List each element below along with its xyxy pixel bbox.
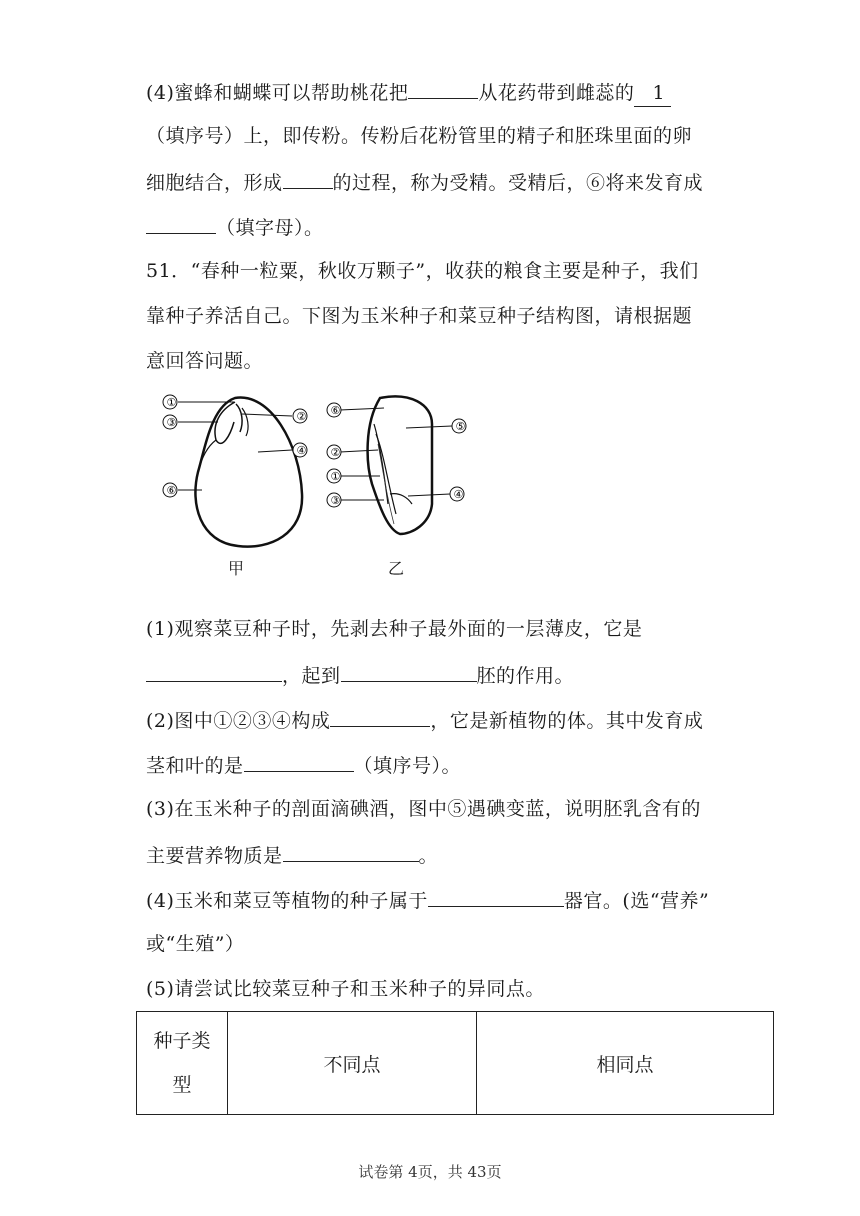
bean-marker-3: [163, 415, 177, 429]
header-similarities: 相同点: [477, 1012, 774, 1115]
svg-text:⑤: ⑤: [455, 420, 466, 433]
figure-label-jia: 甲: [228, 559, 245, 578]
bean-seed-outline: [195, 398, 302, 547]
corn-seed-diagram: [327, 396, 466, 534]
svg-text:②: ②: [296, 410, 307, 423]
corn-marker-3: [327, 493, 341, 507]
bean-seed-diagram: [163, 395, 307, 547]
q4-line2: （填序号）上，即传粉。传粉后花粉管里的精子和胚珠里面的卵: [146, 125, 693, 147]
p4-text-b: 器官。(选“营养”: [563, 890, 710, 912]
svg-text:②: ②: [330, 446, 341, 459]
p3-text-c: 。: [418, 845, 439, 867]
bean-marker-2: [293, 409, 307, 423]
corn-marker-4: [450, 487, 464, 501]
p3-line2: [146, 841, 438, 869]
blank-fertilized[interactable]: [283, 168, 333, 189]
p1-text-c: 胚的作用。: [476, 665, 575, 687]
blank-embryo[interactable]: [330, 706, 430, 727]
comparison-table: [136, 1011, 774, 1115]
p2-text-c: 茎和叶的是: [146, 755, 244, 777]
blank-develop[interactable]: [146, 213, 216, 234]
blank-starch[interactable]: [283, 841, 419, 862]
blank-organ[interactable]: [428, 886, 564, 907]
svg-text:①: ①: [166, 396, 177, 409]
p2-text-b: ，它是新植物的体。其中发育成: [430, 710, 704, 732]
bean-marker-1: [163, 395, 177, 409]
svg-text:⑥: ⑥: [166, 484, 177, 497]
p3-text-b: 主要营养物质是: [146, 845, 283, 867]
corn-seed-outline: [368, 396, 432, 534]
bean-marker-6: [163, 483, 177, 497]
header-seed-type: [137, 1012, 228, 1115]
svg-text:①: ①: [330, 470, 341, 483]
p2-text-a: (2)图中①②③④构成: [146, 710, 331, 732]
q4-text-a: (4)蜜蜂和蝴蝶可以帮助桃花把: [146, 82, 409, 104]
blank-protect[interactable]: [341, 661, 477, 682]
q4-line3-a: 细胞结合，形成: [146, 172, 283, 194]
q4-line3-b: 的过程，称为受精。受精后，⑥将来发育成: [332, 172, 704, 194]
p4-text-a: (4)玉米和菜豆等植物的种子属于: [146, 890, 428, 912]
p1-line1: (1)观察菜豆种子时，先剥去种子最外面的一层薄皮，它是: [146, 618, 643, 640]
q4-line3: [146, 168, 703, 196]
corn-marker-2: [327, 445, 341, 459]
bean-marker-4: [293, 443, 307, 457]
blank-plumule[interactable]: [244, 751, 354, 772]
blank-pollen[interactable]: [408, 78, 478, 99]
corn-marker-6: [327, 403, 341, 417]
figure-label-yi: 乙: [388, 559, 405, 578]
p2-line1: [146, 706, 703, 734]
q4-line1: [146, 78, 671, 107]
p2-line2: [146, 751, 461, 779]
p2-text-d: （填序号）。: [353, 755, 462, 777]
header-differences: 不同点: [228, 1012, 477, 1115]
table-row: [137, 1012, 774, 1115]
blank-seed-coat[interactable]: [146, 661, 282, 682]
q51-intro-line3: 意回答问题。: [146, 350, 264, 372]
q51-intro-line2: 靠种子养活自己。下图为玉米种子和菜豆种子结构图，请根据题: [146, 305, 693, 327]
q4-text-b: 从花药带到雌蕊的: [478, 82, 635, 104]
p1-line2: [146, 661, 574, 689]
svg-text:③: ③: [330, 494, 341, 507]
q4-line4: [146, 213, 324, 241]
page-footer: 试卷第 4页，共 43页: [358, 1163, 502, 1181]
p5-line: (5)请尝试比较菜豆种子和玉米种子的异同点。: [146, 978, 545, 1000]
svg-text:③: ③: [166, 416, 177, 429]
svg-text:④: ④: [296, 444, 307, 457]
blank-stigma-filled[interactable]: 1: [634, 80, 671, 107]
corn-marker-5: [452, 419, 466, 433]
p4-line1: [146, 886, 709, 914]
header-seed-type-l2: 型: [172, 1074, 192, 1096]
svg-text:④: ④: [453, 488, 464, 501]
q51-intro-line1: 51．“春种一粒粟，秋收万颗子”，收获的粮食主要是种子，我们: [146, 260, 699, 282]
header-seed-type-l1: 种子类: [153, 1030, 211, 1052]
q4-line4-text: （填字母）。: [216, 217, 324, 239]
p3-line1: (3)在玉米种子的剖面滴碘酒，图中⑤遇碘变蓝，说明胚乳含有的: [146, 798, 701, 820]
p4-line2: 或“生殖”）: [146, 933, 245, 955]
corn-marker-1: [327, 469, 341, 483]
seed-structure-figure: [150, 384, 480, 554]
svg-text:⑥: ⑥: [330, 404, 341, 417]
p1-text-b: ，起到: [282, 665, 341, 687]
